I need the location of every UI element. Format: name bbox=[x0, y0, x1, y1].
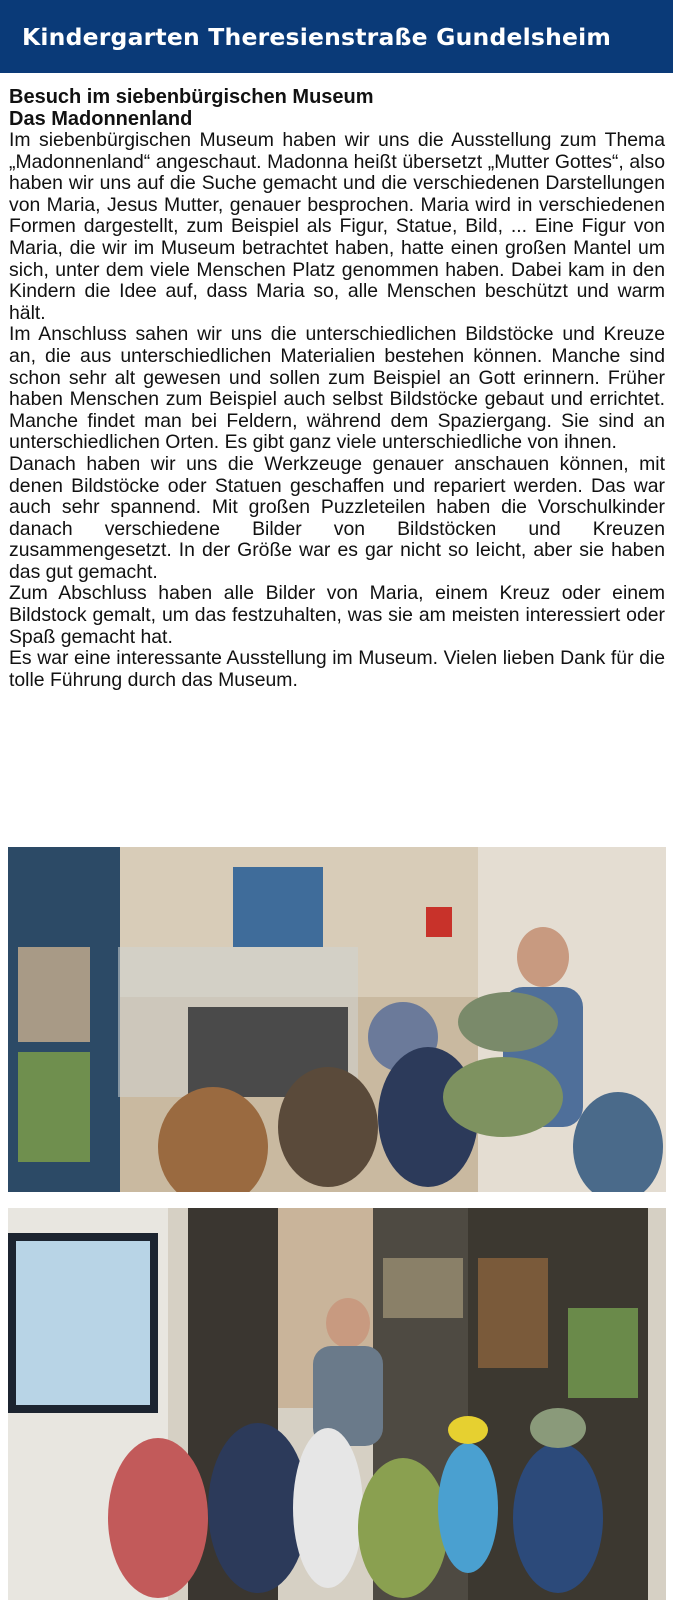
article bbox=[9, 86, 665, 691]
paragraph: Zum Abschluss haben alle Bilder von Maria, einem Kreuz oder einem Bildstock gemalt, um das festzuhalten, was sie am meisten interessiert oder Spaß gemacht hat. bbox=[9, 582, 665, 648]
paragraph: Es war eine interessante Ausstellung im Museum. Vielen lieben Dank für die tolle Führung durch das Museum. bbox=[9, 647, 665, 691]
headline-line-2: Das Madonnenland bbox=[9, 108, 193, 130]
article-headline bbox=[9, 86, 665, 130]
photo-museum-display-case bbox=[8, 847, 666, 1192]
headline-line-1: Besuch im siebenbürgischen Museum bbox=[9, 86, 374, 108]
paragraph: Im siebenbürgischen Museum haben wir uns die Ausstellung zum Thema „Madonnenland“ angeschaut. Madonna heißt übersetzt „Mutter Gottes“, also haben wir uns auf die Suche gemacht und die verschiedenen Darstellungen von Maria, Jesus Mutter, genauer besprochen. Maria wird in verschiedenen Formen dargestellt, zum Beispiel als Figur, Statue, Bild, ... Eine Figur von Maria, die wir im Museum betrachtet haben, hatte einen großen Mantel um sich, unter dem viele Menschen Platz genommen haben. Dabei kam in den Kindern die Idee auf, dass Maria so, alle Menschen beschützt und warm hält. bbox=[9, 129, 665, 324]
photo-2-illustration bbox=[8, 1208, 666, 1600]
photo-1-illustration bbox=[8, 847, 666, 1192]
paragraph: Im Anschluss sahen wir uns die unterschiedlichen Bildstöcke und Kreuze an, die aus unterschiedlichen Materialien bestehen können. Manche sind schon sehr alt gewesen und sollen zum Beispiel an Gott erinnern. Früher haben Menschen zum Beispiel auch selbst Bildstöcke gebaut und errichtet. Manche findet man bei Feldern, während dem Spaziergang. Sie sind an unterschiedlichen Orten. Es gibt ganz viele unterschiedliche von ihnen. bbox=[9, 323, 665, 454]
page-title: Kindergarten Theresienstraße Gundelsheim bbox=[22, 22, 612, 51]
article-body bbox=[9, 130, 665, 691]
photo-exhibition-panels bbox=[8, 1208, 666, 1600]
paragraph: Danach haben wir uns die Werkzeuge genauer anschauen können, mit denen Bildstöcke oder Statuen geschaffen und repariert werden. Das war auch sehr spannend. Mit großen Puzzleteilen haben die Vorschulkinder danach verschiedene Bilder von Bildstöcken und Kreuzen zusammengesetzt. In der Größe war es gar nicht so leicht, aber sie haben das gut gemacht. bbox=[9, 452, 665, 583]
header-banner bbox=[0, 0, 673, 73]
